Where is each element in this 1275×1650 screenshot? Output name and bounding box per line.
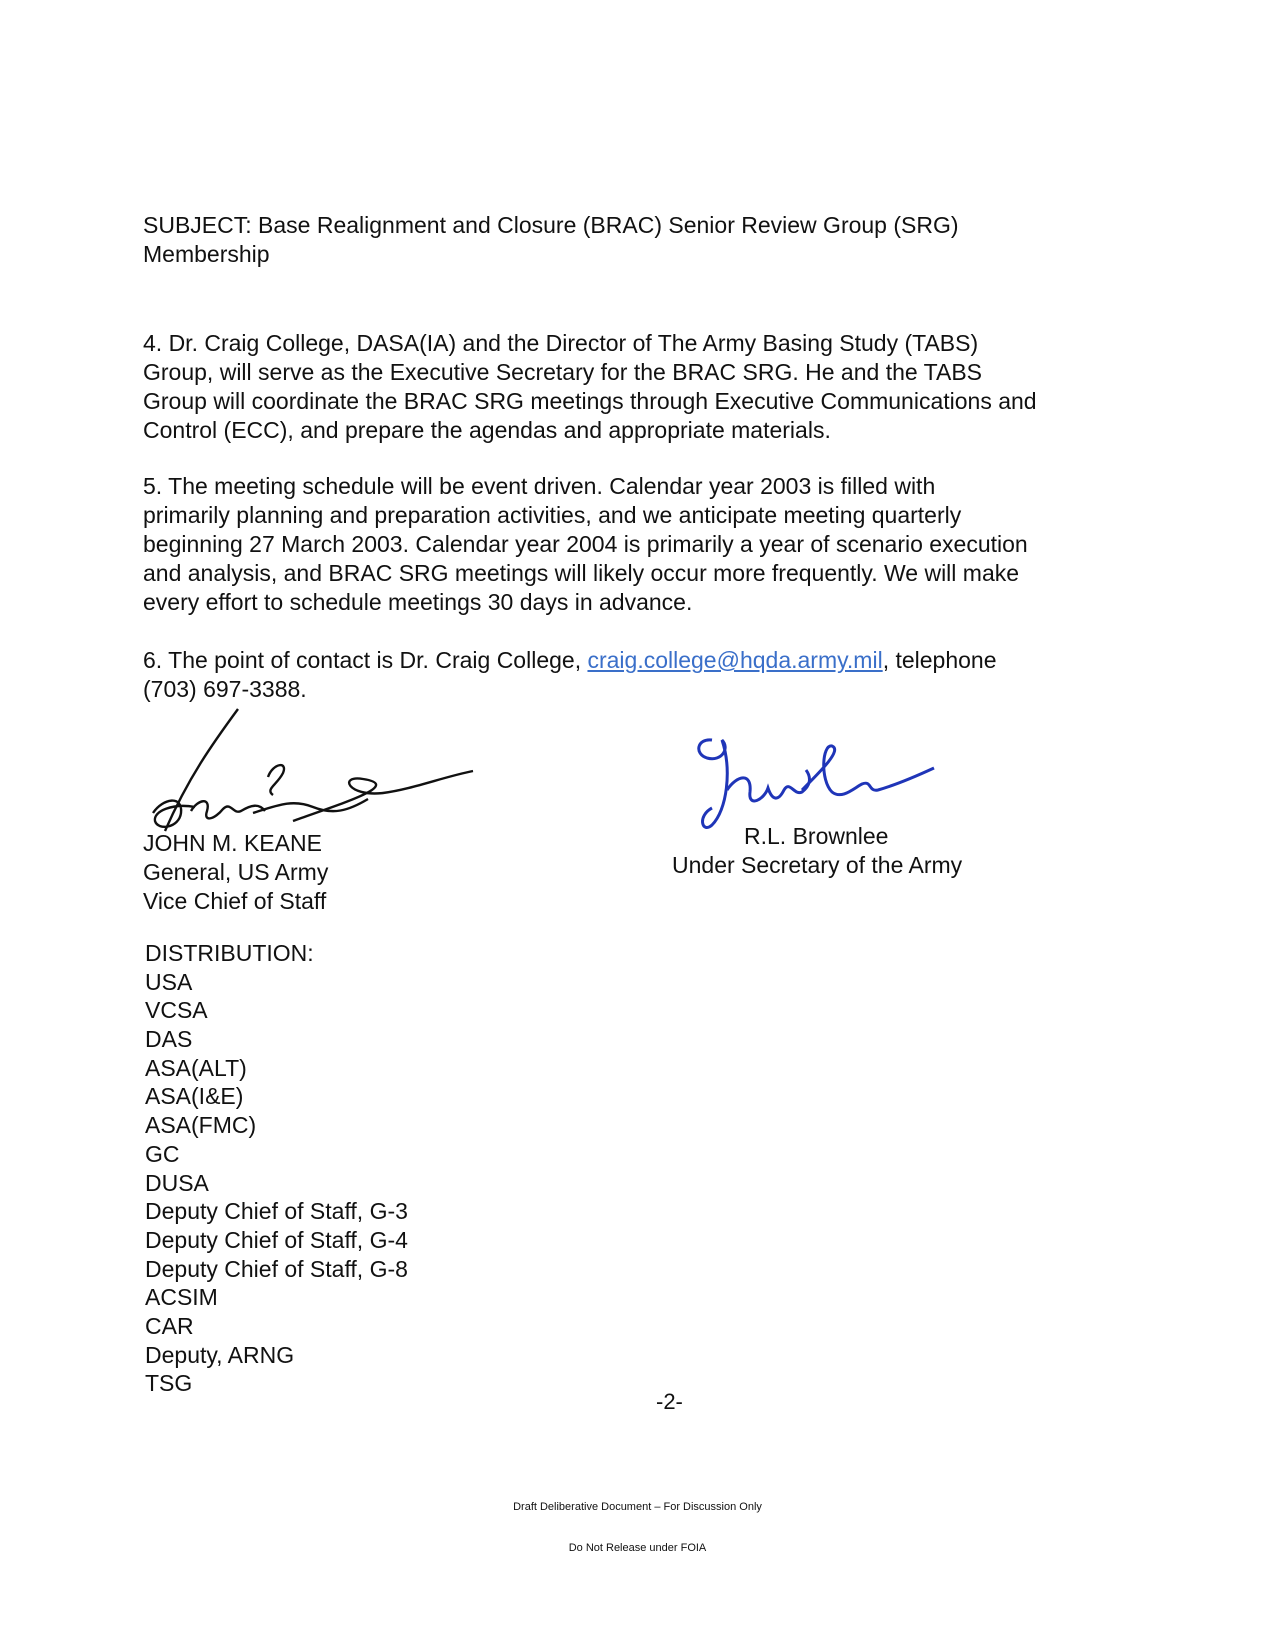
email-link[interactable]: craig.college@hqda.army.mil — [587, 647, 883, 673]
signature-block-keane — [143, 703, 483, 914]
subject-block — [143, 211, 1083, 269]
keane-signature-image — [143, 703, 503, 833]
page-number: -2- — [656, 1389, 683, 1414]
paragraph-4-line-2: Group, will serve as the Executive Secretary for the BRAC SRG. He and the TABS — [143, 359, 983, 385]
list-item: ASA(I&E) — [145, 1083, 244, 1110]
list-item: Deputy Chief of Staff, G-4 — [145, 1226, 408, 1253]
list-item: TSG — [145, 1370, 193, 1397]
paragraph-4-line-1: 4. Dr. Craig College, DASA(IA) and the Director of The Army Basing Study (TABS) — [143, 330, 979, 356]
list-item: USA — [145, 968, 193, 995]
subject-line-2: Membership — [143, 241, 270, 267]
paragraph-6 — [143, 646, 1133, 704]
keane-title: General, US Army — [143, 859, 329, 885]
paragraph-4-line-3: Group will coordinate the BRAC SRG meetings through Executive Communications and — [143, 388, 1037, 414]
list-item: Deputy Chief of Staff, G-3 — [145, 1198, 408, 1225]
list-item: CAR — [145, 1312, 194, 1339]
keane-name: JOHN M. KEANE — [143, 830, 322, 856]
brownlee-name: R.L. Brownlee — [744, 823, 889, 849]
paragraph-5-line-1: 5. The meeting schedule will be event driven. Calendar year 2003 is filled with — [143, 473, 936, 499]
footer-foia-notice: Do Not Release under FOIA — [568, 1542, 707, 1554]
list-item: ACSIM — [145, 1284, 218, 1311]
paragraph-5-line-2: primarily planning and preparation activities, and we anticipate meeting quarterly — [143, 502, 962, 528]
paragraph-5 — [143, 472, 1133, 617]
list-item: DAS — [145, 1026, 193, 1053]
list-item: VCSA — [145, 997, 208, 1024]
signature-block-brownlee — [672, 730, 1032, 890]
list-item: ASA(FMC) — [145, 1112, 257, 1139]
paragraph-6-line-2: (703) 697-3388. — [143, 676, 307, 702]
list-item: ASA(ALT) — [145, 1054, 247, 1081]
paragraph-5-line-5: every effort to schedule meetings 30 days in advance. — [143, 589, 693, 615]
list-item: Deputy Chief of Staff, G-8 — [145, 1255, 408, 1282]
distribution-list — [145, 939, 408, 1398]
paragraph-6-line-1 — [143, 646, 1133, 675]
footer-draft-notice: Draft Deliberative Document – For Discussion Only — [513, 1501, 762, 1513]
distribution-heading: DISTRIBUTION: — [145, 940, 314, 966]
paragraph-5-line-4: and analysis, and BRAC SRG meetings will likely occur more frequently. We will make — [143, 560, 1020, 586]
paragraph-4-line-4: Control (ECC), and prepare the agendas and appropriate materials. — [143, 417, 831, 443]
keane-position: Vice Chief of Staff — [143, 888, 327, 914]
paragraph-4 — [143, 329, 1133, 445]
list-item: GC — [145, 1140, 180, 1167]
distribution-items — [145, 968, 408, 1398]
list-item: Deputy, ARNG — [145, 1341, 295, 1368]
paragraph-5-line-3: beginning 27 March 2003. Calendar year 2004 is primarily a year of scenario execution — [143, 531, 1028, 557]
paragraph-6-suffix: , telephone — [882, 647, 997, 673]
brownlee-title: Under Secretary of the Army — [672, 852, 963, 878]
subject-line-1: SUBJECT: Base Realignment and Closure (BRAC) Senior Review Group (SRG) — [143, 212, 959, 238]
list-item: DUSA — [145, 1169, 209, 1196]
paragraph-6-prefix: 6. The point of contact is Dr. Craig College, — [143, 647, 588, 673]
